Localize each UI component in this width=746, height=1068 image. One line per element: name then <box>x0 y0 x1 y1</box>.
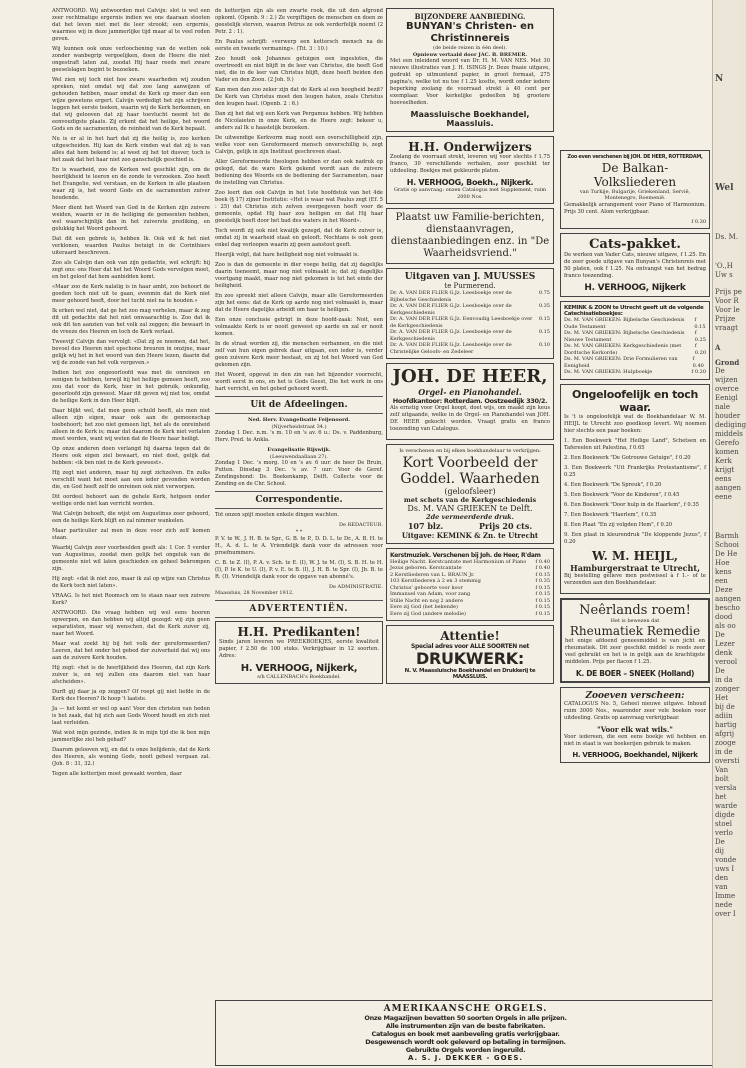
article-paragraph: Op onze anderen doen verlangd hij daarna tegen dat de Heere ook eigen ziel bewaart, en niet doet, gelijk dat hebben: «ik ben niet in de Kerk geweest». <box>52 446 210 466</box>
list-item: Immanuel van Adam, voor zang f 0.15 <box>390 591 550 598</box>
balkan-title: De Balkan-Volksliederen <box>593 160 677 189</box>
article-paragraph: Daarom gelooven wij, en dat is onze belijdenis, dat de Kerk des Heeren, als woning Gods, nooit geheel vergaan zal. (Joh. 8 : 31, 32.) <box>52 747 210 767</box>
column-2 <box>215 8 383 998</box>
banner-line: Alle instrumenten zijn van de beste fabrikaten. <box>385 1022 546 1030</box>
strip-fragment: bij de <box>715 703 735 711</box>
article-paragraph: En is waarheid, zoo de Kerken wel geschikt zijn, om de heerlijkheid te leeren en de zonde te verzoeken. Zoo heeft het Evangelie, wel verstaan, en de Kerken in alle plaatsen waar zij is, het woord Gods en de sacramenten zuiver houdende. <box>52 167 210 201</box>
list-item: 7. Een Boekwerk "Haerlem", f 0.35 <box>564 511 657 518</box>
strip-fragment: verlo <box>715 829 733 837</box>
strip-fragment: krijgt <box>715 466 735 474</box>
list-item: Eere zij God (andere melodie) f 0.15 <box>390 610 550 617</box>
muusses-ad <box>386 268 554 359</box>
divider <box>215 396 383 397</box>
strip-fragment: Voor le <box>715 306 740 314</box>
article-paragraph: de ketterijen zijn als een zwarte rook, die uit den afgrond opkomt. (Openb. 9 : 2.) Ze vergiftigen de menschen en doen ze geestelijk sterven, waaron Petrus ze ook verderfelijk noemt (2 Petr. 2 : 1). <box>215 8 383 35</box>
strip-fragment: Van <box>715 766 729 774</box>
strip-fragment: Grond <box>715 358 740 367</box>
maassluis-publisher: Maassluische Boekhandel, Maassluis. <box>410 110 530 129</box>
adjacent-page-strip <box>712 0 746 1068</box>
cats-text: De werken van Vader Cats, nieuwe uitgave, f 1.25. En de zeer goede uitgave van Bunyan's Christenreis met 50 platen, ook f 1.25. Na ontvangst van het bedrag franco toezending. <box>564 252 706 280</box>
list-item: Dr. A. VAN DER FLIER G.Jz. Leesboekje over de Christelijke Geloofs- en Zedeleer 0.10 <box>390 342 550 355</box>
rijswijk-title: Evangelisatie Rijswijk. <box>267 447 331 454</box>
kort-voorbeeld-ad <box>386 444 554 544</box>
rijswijk-text: Zondag 1 Dec. 's morg. 10 en 's av. 6 uur: de heer De Bruin, Putten. Dinsdag 3 Dec. 's av. 7 uur: Voor de Geref. Zendingsbond: Ds. Boekenkamp, Delft. Collecte voor de Zending en de Chr. School. <box>215 460 383 488</box>
article-paragraph: Heerijk volgt, dat hare heiligheid nog niet volmaakt is. <box>215 252 360 258</box>
strip-fragment: afgrij <box>715 730 735 738</box>
strip-fragment: De <box>715 838 725 846</box>
joh-addr: Hoofdkantoor: Rotterdam. Oostzeedijk 330/2. <box>392 397 548 406</box>
strip-fragment: eene <box>715 493 732 501</box>
list-item: Dr. A. VAN DER FLIER G.Jz. Leesboekje over de Kerkgeschiedenis 0.15 <box>390 329 550 342</box>
list-item: Eere zij God (het bekende) f 0.15 <box>390 604 550 611</box>
article-paragraph: En Paulus schrijft: «verwerp een kettersch mensch na de eerste en tweede vermaning». (Tit. 3 : 10.) <box>215 39 383 52</box>
administratie-sign: De ADMINISTRATIE. <box>328 583 383 590</box>
cats-title: Cats-pakket. <box>589 237 681 253</box>
kort-sub: (geloofsleer) <box>444 486 496 496</box>
heijl-ad <box>560 384 710 594</box>
article-paragraph: Tweevijf Calvijn dan vervolgt: «Dat zij ze noemen, dat het, bevoel des Heeren niet opschone breuren in onzijne, maar gelijk wij het in het woord van den Heere lezen, daarin dat wij de zonde van het volk vergeven.» <box>52 339 210 366</box>
neerlands-title: Neêrlands roem! <box>579 602 691 618</box>
heijl-addr: Hamburgerstraat te Utrecht, <box>570 562 700 573</box>
article-paragraph: Wat Calvijn behoeft, die wijst om Augustinus zeer gehoord, een de heilige Kerk blijft en zal nimmer wankelen. <box>52 511 210 524</box>
list-item: Ds. M. VAN GRIEKEN: Drie Formulieren van Eenigheid f 0.40 <box>564 356 704 369</box>
list-item: 9. Een plaat in kleurendruk "De kloppende Jezus", f 0.20 <box>564 531 706 545</box>
list-item: 1. Een Boekwerk "Het Heilige Land", Schetsen en Tafereelen uit Palestina, f 0.65 <box>564 437 706 451</box>
bunyan-text: Met een inleidend woord van Dr. H. M. VAN NES. Met 30 nieuwe illustraties van J. H. ISINGS Jr. Deze fraaie uitgave, gedrukt op uitmuntend papier, in groot formaat, 275 pagina's, welke tot nu toe f 1.25 kostte, wordt onder iedere beperking zoolang de voorraad strekt à 40 cent per exemplaar. Voor kerkelijke gedeelten bij grootere hoeveelheden. <box>390 58 550 107</box>
cats-ad <box>560 233 710 297</box>
article-paragraph: De uitwendige Kerkvorm mag nooit een overschilligheid zijn, welke voor een Gereformeerd mensch onverschillig is, zegt Calvijn, gelijk in zijn Instituut geschreven staat. <box>215 135 383 155</box>
kemink-ad <box>560 301 710 380</box>
list-item: Dr. A. VAN DER FLIER G.Jz. Leesboekje over de Bijbelsche Geschiedenis 0.75 <box>390 290 550 303</box>
list-item: 5. Een Boekwerk "Voor de Kinderen", f 0.45 <box>564 491 680 498</box>
article-paragraph: Toch wordt zij ook niet kwalijk gezegd, dat de Kerk zuiver is, omdat zij in waarheid staat en gelooft. Nochtans is ook geen enkel dag verloopen waarin zij geen aanstoot geeft. <box>215 228 383 248</box>
article-paragraph: Nu is er al in het hart dat zij die heilig is, zoo kerken uitgescheiden. Hij kan de Kerk vinden wat dat zij is van alles dat hem bekend is; al weet zij het tot dusver, toch is het zaak dat het haar niet zoo ganschelijk geschied is. <box>52 136 210 163</box>
onderwijzers-text: Zoolang de voorraad strekt, leveren wij voor slechts f 1.75 franco, 30 verschillende verhalen, zeer geschikt ter uitdeeling. Boekjes met gekleurde platen. <box>390 154 550 175</box>
list-item: 2 Kerstliederen van L. BRAUN Jr. f 0.15 <box>390 571 550 578</box>
divider <box>215 491 383 492</box>
list-item: Stille Nacht en nog 2 andere f 0.15 <box>390 597 550 604</box>
strip-fragment: versla <box>715 784 737 792</box>
strip-fragment: Wel <box>715 183 734 193</box>
strip-fragment: Eenigl <box>715 394 738 402</box>
strip-fragment: kens <box>715 568 732 576</box>
article-paragraph: ANTWOORD. Die vraag hebben wij wel eens hooren opwerpen, en dan hebben wij altijd gezegd: wij zijn geen separatisten, maar wij wenschen, dat de Kerk zuiver zij, naar het Woord. <box>52 610 210 637</box>
rheumatiek-ad <box>560 598 710 684</box>
article-paragraph: Het Woord, opgevat in den zin van het bijzonder voorrecht, wordt eerst in ons, en het is Gods Geest, Die het werk in ons hart verricht, en het gebed gehoord wordt. <box>215 372 383 392</box>
balkan-price: f 0.30 <box>691 218 706 225</box>
article-paragraph: Hij zegt niet anderen, maar hij zegt zichzelven. En zulks verschilt want het moet aan een ieder gevonden worden die, en God heeft zelf de onreinen ook niet verworpen. <box>52 470 210 490</box>
strip-fragment: warde <box>715 802 738 810</box>
article-paragraph: Tegen alle ketterijen moet gewaakt worden, daar <box>52 771 182 777</box>
article-paragraph: Dit oordeel behoort aan de gehele Kerk, hetgeen onder wettige orde niet kan verricht worden. <box>52 494 210 507</box>
joh-text: Als ernstig voor Orgel koopt, doet wijs, om maakt zijn keus zelf uitgaande, welke in de Orgel- en Pianohandel van JOH. DE HEER gekocht worden. Vraagt gratis en franco toezending van Catalogus. <box>390 405 550 433</box>
divider <box>215 508 383 509</box>
banner-line: Catalogus en boek met aanbeveling gratis verkrijgbaar. <box>371 1030 560 1038</box>
article-paragraph: In de straat worden zij, die menschen verbannen, en die niet zelf van hun eigen gebrek daar uitgaan, een ieder is, verder geen zuivere Kerk meer bestaat, en zij tot het Woord van God gekomen zijn. <box>215 341 383 368</box>
article-paragraph: Daar blijkt wel, dat men geen schuld heeft, als men niet alleen zijn eigen, maar ook aan de gemeenschap toebehoort; het zoo niet gemeen ligt, het als de onreinheid alleen in de Kerk is; maar dat daarom de Kerk niet verlaten moet worden, want wij weten dat de Heere haar heiligt. <box>52 408 210 442</box>
kort-druk: 2de vermeerderde druk. <box>426 512 514 521</box>
ned-herv-title: Ned. Herv. Evangelisatie Feijenoord. <box>248 417 350 423</box>
rheumatiek-title: Rheumatiek Remedie <box>569 624 701 639</box>
afdeelingen-heading: Uit de Afdeelingen. <box>250 400 348 410</box>
article-paragraph: Wij kunnen ook onze verloochening van de wetten ook zonder wanbegrip vergoelijken, doen de Heere die niet ongestraft laten zal, zoodat Hij haar reeds met zware geeselslagen begint te bezoeken. <box>52 46 210 73</box>
kort-meta: 107 blz. Prijs 20 cts. <box>407 520 533 531</box>
kerst-title: Kerstmuziek. Verschenen bij Joh. de Heer, R'dam <box>390 551 541 559</box>
strip-fragment: dood <box>715 613 733 621</box>
verhoog-sub: Gratis op aanvraag: onzen Catalogus met Supplement, ruim 2000 Nos. <box>393 187 547 200</box>
list-item: 2. Een Boekwerk "De Gotrouwe Getuige", f 0.20 <box>564 454 691 461</box>
verhoog-name: H. VERHOOG, Nijkerk <box>584 283 686 294</box>
article-paragraph: Zoo als Calvijn dan ook van zijn gedachte, wel schrijft: hij zegt ons: ons Heer dat het het Woord Gods vervolgen moet, en het geloof dat hem aanbidden komt. <box>52 260 210 280</box>
strip-fragment: over I <box>715 910 736 918</box>
bunyan-ad <box>386 8 554 132</box>
article-paragraph: Indien het zoo ongeoorloofd was met de onreinen en eenigen te hebben, terwijl hij het heilige gemeen heeft, zoo zou dat voor de Kerk, hier in het gebruik, onkundig, geoorloofd zijn geweest. Maar dit geven wij niet toe, omdat de heilige Kerk in den Heer blijft. <box>52 370 210 404</box>
bunyan-title: BUNYAN's Christen- en Christinnereis <box>406 21 534 44</box>
heijl-text: Bij bestelling gelieve men postwissel à f 1.– of te verzenden aan den Boekhandelaar. <box>564 572 706 586</box>
strip-fragment: uws I <box>715 865 735 873</box>
article-paragraph: Hij zegt: «dat ik niet zoo, maar ik zal op wijze van Christus de Kerk toch niet laten». <box>52 576 210 589</box>
strip-fragment: Hoe <box>715 559 730 567</box>
onderwijzers-ad <box>386 136 554 204</box>
divider <box>215 600 383 601</box>
joh-sub: Orgel- en Pianohandel. <box>418 387 522 398</box>
strip-fragment: aangen <box>715 484 741 492</box>
strip-fragment: Prijze <box>715 315 736 323</box>
strip-fragment: Deze <box>715 586 733 594</box>
advertentien-heading: ADVERTENTIËN. <box>249 603 349 614</box>
banner-line: Desgewensch wordt ook geleverd op betaling in termijnen. <box>365 1038 566 1046</box>
strip-fragment: het <box>715 793 727 801</box>
article-paragraph: Maar particulier zal men in deze voor zich zelf komen staan. <box>52 528 210 541</box>
muusses-sub: te Purmerend. <box>444 282 496 291</box>
drukwerk-ad <box>386 625 554 684</box>
verhoog-name: H. VERHOOG, Boekhandel, Nijkerk <box>572 751 698 760</box>
correspondentie-text: C. B. te Z. (I), P. A. v. Sch. te E. (I), W. J. te M. (I), S. B. H. te H. (I), P. Ie K. te U. (I), P. v. E. te B. (I), J. H. B. te Spr. (I), Jb. B. te R. (I). Vriendelijk dank voor de opgave van abonné's. <box>215 559 383 580</box>
article-paragraph: Kan men dan zoo zeker zijn dat de Kerk al een hoogheid bezit? De Kerk van Christus moet den leugen haten, zoals Christus den leugen haat. (Openb. 2 : 6.) <box>215 87 383 107</box>
strip-fragment: stoel <box>715 820 733 828</box>
correspondentie-text: P. V. te W., J. H. B. te Spr., G. B. te P., D. D. L. te Dr., A. B. H. te H., A. d. L. te A. Vriendelijk dank voor de adressen voor proefnummers. <box>215 535 383 556</box>
article-paragraph: Durft gij daar ja op zeggen? Of roept gij niet liefde in de Kerk des Heeren? Ik hoop 't laatste. <box>52 689 210 702</box>
strip-fragment: als oo <box>715 622 736 630</box>
strip-fragment: De <box>715 667 725 675</box>
strip-fragment: dediging <box>715 421 746 429</box>
strip-fragment: hartig <box>715 721 737 729</box>
column-4 <box>560 150 710 1010</box>
strip-fragment: middels <box>715 430 743 438</box>
article-paragraph: Waarbij Calvijn zeer voorbeelden geeft als: 1 Cor. 5 verder van Augustinus, zoodat men gelijk het ongeluk van de gemeente niet wil laten geschieden en geheel bekrompen zijn. <box>52 545 210 572</box>
strip-fragment: De <box>715 367 725 375</box>
onderwijzers-title: H.H. Onderwijzers <box>408 140 532 155</box>
kort-author: Ds. M. VAN GRIEKEN te Delft. <box>407 503 533 513</box>
article-paragraph: Dan zij het dat wij een Kerk van Pergamus hebben. Wij hebben de Nicolaieten in onze Kerk, en de Heere zegt: bekeer u, anders zal Ik u haastelijk bezoeken. <box>215 111 383 131</box>
strip-fragment: Prijs pe <box>715 288 742 296</box>
strip-fragment: Uw s <box>715 271 733 279</box>
list-item: Ds. M. VAN GRIEKEN: Hulpboekje f 0.20 <box>564 369 706 376</box>
strip-fragment: A <box>715 343 721 352</box>
article-paragraph: Zoo leert dan ook Calvijn in het 1ste hoofdstuk van het 4de boek (§ 17) zijner Institutie: «Het is waar wat Paulus zegt (Ef. 5 : 25) dat Christus zich zelven overgegeven heeft voor de gemeente, opdat Hij haar zou heiligen en dat Hij haar geestelijk heeft door het bad des waters in het Woord». <box>215 190 383 224</box>
muusses-title: Uitgaven van J. MUUSSES <box>404 272 536 283</box>
strip-fragment: in da <box>715 676 733 684</box>
article-paragraph: Ik erken wel niet, dat ge het zoo mag verhelen, maar ik zeg dit uit gedachte dat het niet onwaarachtig is. Zoo dat ik ook dit ten aanzien van het volk zal zeggen; die bewaart in de vreeze des Heeren en toch de Kerk verlaat. <box>52 308 210 335</box>
strip-fragment: bolt <box>715 775 729 783</box>
balkan-sub: van Turkije, Bulgarije, Griekenland, Servië, Montenegro, Roemenië. <box>579 188 691 202</box>
divider <box>215 413 383 414</box>
strip-fragment: Ds. M. <box>715 233 739 241</box>
bunyan-sub: (de beide reizen in één deel). <box>433 45 507 51</box>
list-item: Heilige Nacht. Kerstcantate met Harmonium of Piano f 0.40 <box>390 558 550 565</box>
predikanten-ad <box>215 621 383 685</box>
strip-fragment: digde <box>715 811 735 819</box>
joh-title: JOH. DE HEER, <box>392 366 548 388</box>
article-paragraph: Ja — het komt er wel op aan! Voor den christen van heden is het zaak, dat hij zich aan Gods Woord houdt en zich niet laat verleiden. <box>52 706 210 726</box>
list-item: Ds. M. VAN GRIEKEN: Kerkgeschiedenis (met Dordtsche Kerkorde) f 0.20 <box>564 343 707 356</box>
ned-herv-text: Zondag 1 Dec. n.m. 's m. 10 en 's av. 6 u.: Ds. v. Paddenburg, Herv. Pred. te Ankla. <box>215 430 383 444</box>
article-paragraph: Zoo is dan de gemeente in dier voege heilig, dat zij dagelijks daarin toeneemt, maar nog niet volmaakt is; dat zij dagelijks voortgang maakt, maar nog niet gekomen is tot het einde der heiligheid. <box>215 262 383 289</box>
list-item: 8. Een Plaat "En zij volgden Hem", f 0.20 <box>564 521 673 528</box>
heijl-name: W. M. HEIJL, <box>592 548 678 563</box>
zooeven-text2: Voor iedereen, die een eens boekje wil hebben en niet in staat is van boekerijen gebruik te maken. <box>564 734 706 748</box>
strip-fragment: zonger <box>715 685 740 693</box>
strip-fragment: oversti <box>715 757 740 765</box>
strip-fragment: Barmh <box>715 532 739 540</box>
article-paragraph: Maar wat zoekt hij bij het volk der gereformeerden? Leeren, dat het onder het gebed der zuiverheid dat wij ons aan de zuivere Kerk houden. <box>52 641 210 661</box>
strip-fragment: Het <box>715 694 729 702</box>
catalogus-ad <box>560 687 710 763</box>
strip-fragment: 'O.,H <box>715 262 733 270</box>
strip-fragment: N <box>715 74 724 84</box>
divider <box>215 617 383 618</box>
column-1 <box>52 8 210 781</box>
strip-fragment: vonde <box>715 856 737 864</box>
strip-fragment: overce <box>715 385 739 393</box>
strip-fragment: bescho <box>715 604 740 612</box>
strip-fragment: in de <box>715 748 733 756</box>
banner-line: Gebruikte Orgels worden ingeruild. <box>405 1046 526 1054</box>
verhoog-name: H. VERHOOG, Nijkerk, <box>240 662 358 674</box>
predikanten-text: Sinds jaren leveren we PREEKBOEKJES, eerste kwaliteit papier, f 2.50 de 100 stuks. Verkrijgbaar in 12 soorten. Adres: <box>219 638 379 659</box>
strip-fragment: De <box>715 631 725 639</box>
article-paragraph: Wat wist mijn gezinde, indien ik in mijn tijd die ik ben mijn jammerlijke ziel heb gehad? <box>52 730 210 743</box>
date-line: Maassluis, 28 November 1912. <box>215 590 294 597</box>
list-item: Dr. A. VAN DER FLIER G.Jz. Leesboekje over de Kerkgeschiedenis 0.35 <box>390 303 550 316</box>
list-item: 3. Een Boekwerk "Uit Frankrijks Protestantisme", f 0.25 <box>564 464 706 478</box>
list-item: Dr. A. VAN DER FLIER G.Jz. Eenvoudig Leesboekje over de Kerkgeschiedenis 0.15 <box>390 316 550 329</box>
zooeven-text: CATALOGUS No. 5, Geheel nieuwe uitgave. Inhoud ruim 3000 Nos., waaronder zeer vele boeken voor uitdeeling. Gratis op aanvraag verkrijgbaar. <box>564 701 706 722</box>
strip-fragment: adiin <box>715 712 733 720</box>
verhoog-name: H. VERHOOG, Boekh., Nijkerk. <box>406 178 534 188</box>
strip-fragment: Schooi <box>715 541 739 549</box>
rheumatiek-text: het enige afdoend geneesmiddel is van jicht en rheumatiek. Dit zeer geschikt middel is reeds zeer veel gebruikt en het is in gelijk aan de krachtigste middelen. Prijs per flacon f 1.25. <box>565 638 705 666</box>
ongeloof-text: Is 't is ongeloofelijk wat de Boekhandelaar W. M. HEIJL te Utrecht zoo goedkoop levert. Wij noemen hier slechts een paar boeken: <box>564 413 706 434</box>
verhoog-sub: s/h CALLENBACH's Boekhandel. <box>257 673 341 680</box>
banner-title: AMERIKAANSCHE ORGELS. <box>383 1004 548 1014</box>
strip-fragment: een <box>715 577 728 585</box>
kort-sub2: met schets van de Kerkgeschiedenis <box>403 495 537 504</box>
organ-banner-ad <box>215 1000 716 1066</box>
strip-fragment: dij <box>715 847 724 855</box>
list-item: Ds. M. VAN GRIEKEN: Bijbelsche Geschiedenis Oude Testament f 0.15 <box>564 317 706 330</box>
article-paragraph: En zoo spreekt niet alleen Calvijn, maar alle Gereformeerden zijn het eens: dat de Kerk op aarde nog niet volmaakt is, maar dat de Heere dagelijks arbeidt om haar te heiligen. <box>215 293 383 313</box>
balkan-pre: Zoo even verschenen bij JOH. DE HEER, ROTTERDAM, <box>567 154 703 160</box>
plaatst-text: Plaatst uw Familie-berichten, dienstaanvragen, dienstaanbiedingen enz. in "De Waarheidsvriend." <box>390 212 550 260</box>
article-paragraph: Hij zegt: «het is de heerlijkheid des Heeren, dat zijn Kerk zuiver is, en wij zullen ons daarom niet van haar afscheiden». <box>52 665 210 685</box>
stars: * * <box>295 528 303 535</box>
zooeven-title: Zooeven verscheen: <box>585 691 685 702</box>
bunyan-translator: Opnieuw vertaald door JAC. B. BREMER. <box>412 51 528 58</box>
redacteur-sign: De REDACTEUR. <box>339 522 383 529</box>
strip-fragment: zooge <box>715 739 736 747</box>
drukwerk-title: DRUKWERK: <box>416 649 524 669</box>
voor-elk: "Voor elk wat wils." <box>597 725 673 735</box>
strip-fragment: Kerk <box>715 457 732 465</box>
strip-fragment: nede <box>715 901 733 909</box>
strip-fragment: verool <box>715 658 738 666</box>
article-paragraph: Wel zien wij toch niet hoe zware waarheden wij zouden spreken, niet omdat wij dat zoo lang aanwijzen of gehouden hebben, maar omdat de Kerk op meer dan een wijze gewetens ergert. Calvijn verdedigt het zijn schrijven leggen het eerste teeken, waarin wij de Kerk herkennen, en dat wij gelooven dat zij haar toevlucht neemt tot de eenvoudigste plaats. Zij erkent dat het heilige, het woord Gods en de sacramenten, de reinheid van de Kerk bepaalt. <box>52 77 210 132</box>
kemink-title: KEMINK & ZOON te Utrecht geeft uit de volgende Catechisatieboekjes: <box>564 305 704 318</box>
article-paragraph: Aller Gereformeerde theologen hebben er dan ook nadruk op gelegd, dat de ware Kerk gekend wordt aan de zuivere bediening des Woords en de bediening der Sacramenten, naar de instelling van Christus. <box>215 159 383 186</box>
article-paragraph: «Maar zoo de Kerk nalatig is in haar ambt, zoo behoort de goeden toch niet uit te gaan, evenmin dat de Kerk niet meer gehoord heeft, door het tucht niet na te houden.» <box>52 284 210 304</box>
kort-uitgave: Uitgave: KEMINK & Zn. te Utrecht <box>401 530 539 540</box>
strip-fragment: komen <box>715 448 739 456</box>
list-item: Jezus geboren. Kerstcantate f 0.40 <box>390 565 550 572</box>
correspondentie-text: Tot onzen spijt moeten enkele dingen wachten. <box>215 512 340 519</box>
strip-fragment: nale <box>715 403 731 411</box>
ned-herv-sub: (Nijverheidstraat 34.) <box>271 423 327 430</box>
attentie-sub: Special adres voor ALLE SOORTEN net <box>410 643 530 651</box>
strip-fragment: Gerefo <box>715 439 740 447</box>
strip-fragment: denk <box>715 649 733 657</box>
strip-fragment: Lezer <box>715 640 735 648</box>
list-item: 6. Een Boekwerk "Door hulp in de Haarlem", f 0.35 <box>564 501 699 508</box>
drukwerk-sub: N. V. Maassluische Boekhandel en Drukkerij te MAASSLUIS. <box>404 668 536 681</box>
strip-fragment: Imme <box>715 892 736 900</box>
list-item: Ds. M. VAN GRIEKEN: Bijbelsche Geschiedenis Nieuwe Testament f 0.25 <box>564 330 706 343</box>
strip-fragment: wijzen <box>715 376 738 384</box>
banner-dealer: A. S. J. DEKKER - GOES. <box>407 1054 524 1062</box>
article-paragraph: Een onze conclusie getrigt in deze hoofd-zaak: Noit, een volmaakte Kerk is er nooit geweest op aarde en zal er nooit komen. <box>215 317 383 337</box>
predikanten-title: H.H. Predikanten! <box>237 624 361 639</box>
article-paragraph: Meer dient het Woord van God in de Kerken zijn zuivere weiden, waarin er in de heiliging de gemeenten hebben, wel waarschijnlijk dan in het zuiverste prediking, en gelukkig het Woord gehoord. <box>52 205 210 232</box>
strip-fragment: Voor R <box>715 297 739 305</box>
list-item: Christus' geboorte voor koor f 0.15 <box>390 584 550 591</box>
attentie-title: Attentie! <box>440 629 500 644</box>
kort-pre: Is verschenen en bij elken boekhandelaar te verkrijgen: <box>399 448 541 455</box>
plaatst-ad <box>386 208 554 264</box>
column-3 <box>386 8 554 998</box>
ongeloof-title: Ongeloofelijk en toch waar. <box>571 387 699 414</box>
strip-fragment: eens <box>715 475 732 483</box>
kort-title: Kort Voorbeeld der Goddel. Waarheden <box>400 454 540 487</box>
strip-fragment: houder <box>715 412 741 420</box>
bijzondere-heading: BIJZONDERE AANBIEDING. <box>414 12 526 21</box>
joh-de-heer-ad <box>386 363 554 440</box>
list-item: 4. Een Boekwerk "De Spreuk", f 0.20 <box>564 481 662 488</box>
article-paragraph: Dat dit een gebrek is, hebben Ik. Ook wil ik het niet verklonen, waarden Paulus betuigt in de Corinthiers uiteraard beschreven. <box>52 236 210 256</box>
balkan-text: Gemakkelijk arrangement voor Piano of Harmonium. Prijs 30 cent. Alom verkrijgbaar. <box>564 201 706 215</box>
strip-fragment: aangen <box>715 595 741 603</box>
banner-line: Onze Magazijnen bevatten 50 soorten Orgels in alle prijzen. <box>364 1014 567 1022</box>
article-paragraph: Zoo houdt ook Johannes getuigen een ingesloten, die overtreedt en niet blijft in de leer van Christus, die heeft God niet, die in de leer van Christus blijft, deze heeft beiden den Vader en den Zoon. (2 Joh. 9.) <box>215 56 383 83</box>
rijswijk-sub: (Leeuwendaallaan 27). <box>270 453 328 460</box>
balkan-ad <box>560 150 710 229</box>
neerlands-sub: Het is bewezen dat <box>610 617 660 624</box>
correspondentie-heading: Correspondentie. <box>255 495 343 506</box>
list-item: 103 Kerstliederen à 2 en 3 stemmig f 0.35 <box>390 578 550 585</box>
article-paragraph: VRAAG. Is het niet Roomsch om te staan naar een zuivere Kerk? <box>52 593 210 606</box>
article-paragraph: ANTWOORD. Wij antwoorden met Calvijn: slot is wel een zeer rechtmatige ergernis indien we ons daaraan stooten dat het leven niet met de leer strookt; een ergernis, waarmee wij in deze jammerlijke tijd maar al te veel reden geven. <box>52 8 210 42</box>
strip-fragment: den <box>715 874 729 882</box>
strip-fragment: De He <box>715 550 738 558</box>
strip-fragment: van <box>715 883 728 891</box>
strip-fragment: vraagt <box>715 324 738 332</box>
dealer-name: K. DE BOER – SNEEK (Holland) <box>575 669 695 679</box>
kerstmuziek-ad <box>386 548 554 622</box>
